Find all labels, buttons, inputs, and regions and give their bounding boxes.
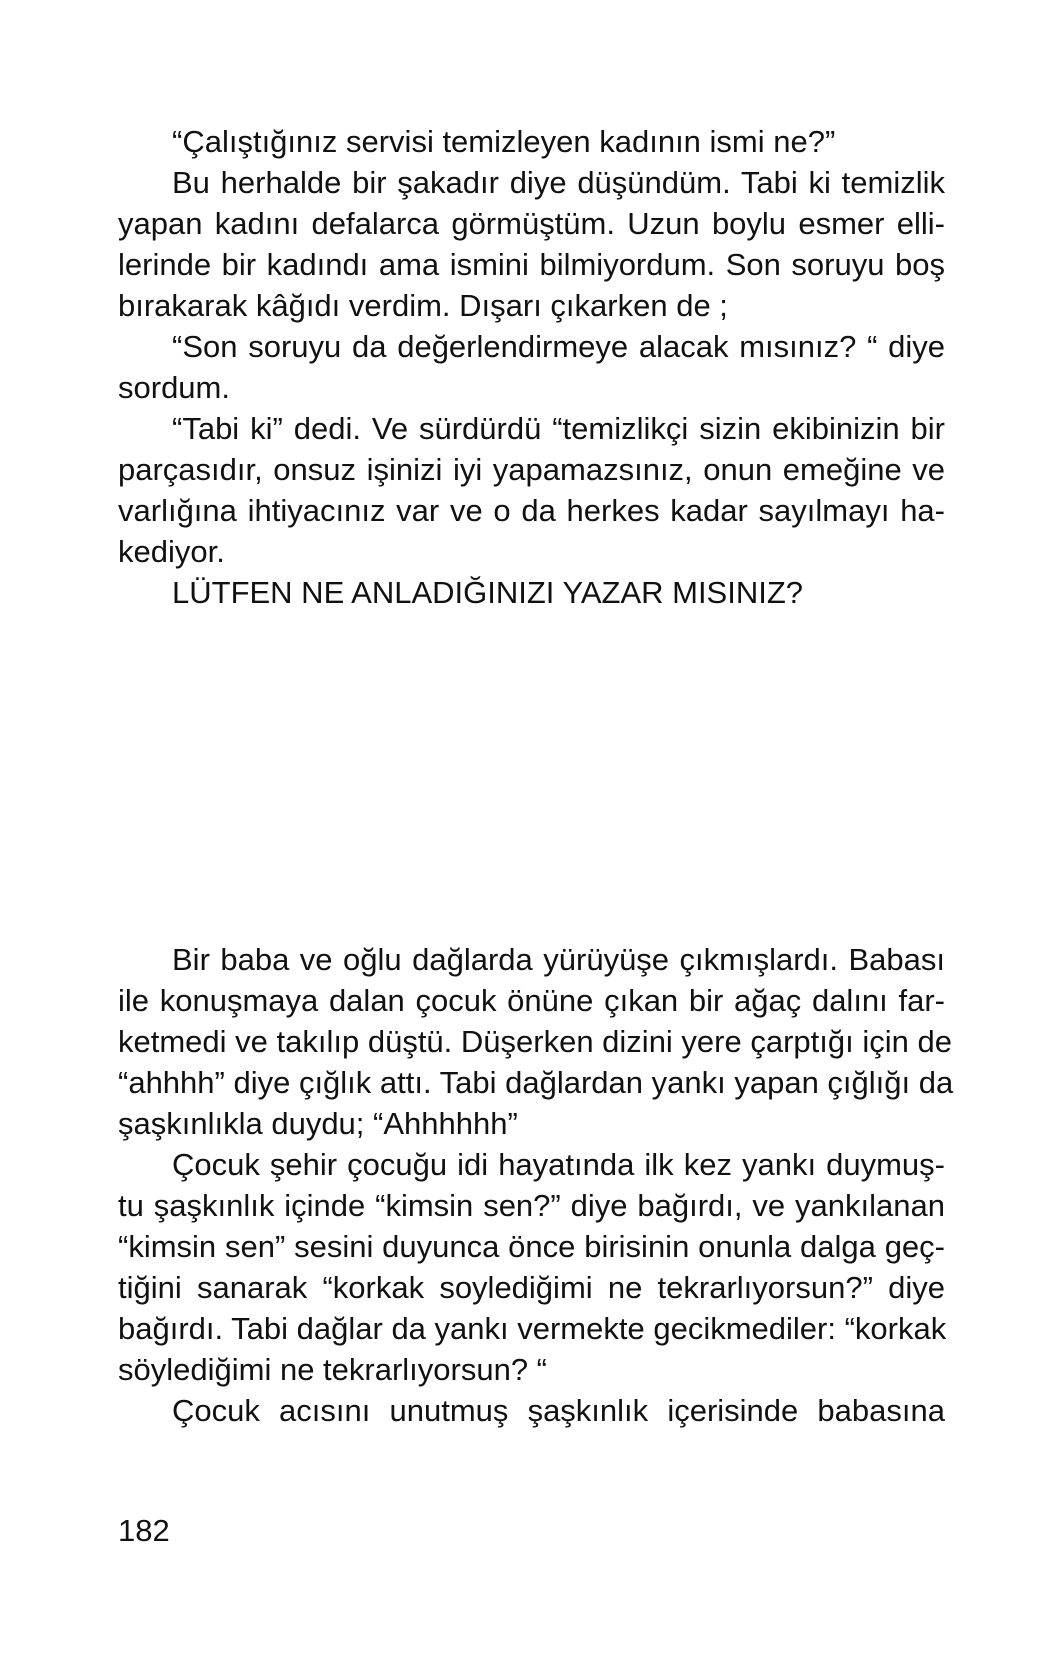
text-line: ketmedi ve takılıp düştü. Düşerken dizini yere çarptığı için de <box>118 1024 952 1059</box>
text-line: “Çalıştığınız servisi temizleyen kadının ismi ne?” <box>172 124 836 159</box>
text-line: Bir baba ve oğlu dağlarda yürüyüşe çıkmışlardı. Babası <box>172 942 945 977</box>
text-line: Bu herhalde bir şakadır diye düşündüm. Tabi ki temizlik <box>172 165 945 200</box>
text-line: “Son soruyu da değerlendirmeye alacak mısınız? “ diye <box>172 329 945 364</box>
text-line: söylediğimi ne tekrarlıyorsun? “ <box>118 1352 548 1387</box>
text-line: “kimsin sen” sesini duyunca önce birisinin onunla dalga geç- <box>118 1229 945 1264</box>
text-line: tu şaşkınlık içinde “kimsin sen?” diye bağırdı, ve yankılanan <box>118 1188 945 1223</box>
text-line: “Tabi ki” dedi. Ve sürdürdü “temizlikçi sizin ekibinizin bir <box>172 411 945 446</box>
text-line: Çocuk şehir çocuğu idi hayatında ilk kez yankı duymuş- <box>172 1147 945 1182</box>
text-line: lerinde bir kadındı ama ismini bilmiyordum. Son soruyu boş <box>118 247 945 282</box>
page-number: 182 <box>118 1513 170 1548</box>
text-line: yapan kadını defalarca görmüştüm. Uzun boylu esmer elli- <box>118 206 945 241</box>
text-line: bağırdı. Tabi dağlar da yankı vermekte gecikmediler: “korkak <box>118 1311 947 1346</box>
text-line: Çocuk acısını unutmuş şaşkınlık içerisinde babasına <box>172 1393 945 1428</box>
text-line: parçasıdır, onsuz işinizi iyi yapamazsınız, onun emeğine ve <box>118 452 945 487</box>
text-line: sordum. <box>118 370 230 405</box>
text-line: kediyor. <box>118 534 225 569</box>
text-line: “ahhhh” diye çığlık attı. Tabi dağlardan yankı yapan çığlığı da <box>118 1065 954 1100</box>
text-line: şaşkınlıkla duydu; “Ahhhhhh” <box>118 1106 518 1141</box>
text-line: bırakarak kâğıdı verdim. Dışarı çıkarken de ; <box>118 288 728 323</box>
text-line: varlığına ihtiyacınız var ve o da herkes kadar sayılmayı ha- <box>118 493 945 528</box>
text-line: LÜTFEN NE ANLADIĞINIZI YAZAR MISINIZ? <box>172 575 804 610</box>
text-line: tiğini sanarak “korkak soylediğimi ne tekrarlıyorsun?” diye <box>118 1270 945 1305</box>
text-line: ile konuşmaya dalan çocuk önüne çıkan bir ağaç dalını far- <box>118 983 945 1018</box>
